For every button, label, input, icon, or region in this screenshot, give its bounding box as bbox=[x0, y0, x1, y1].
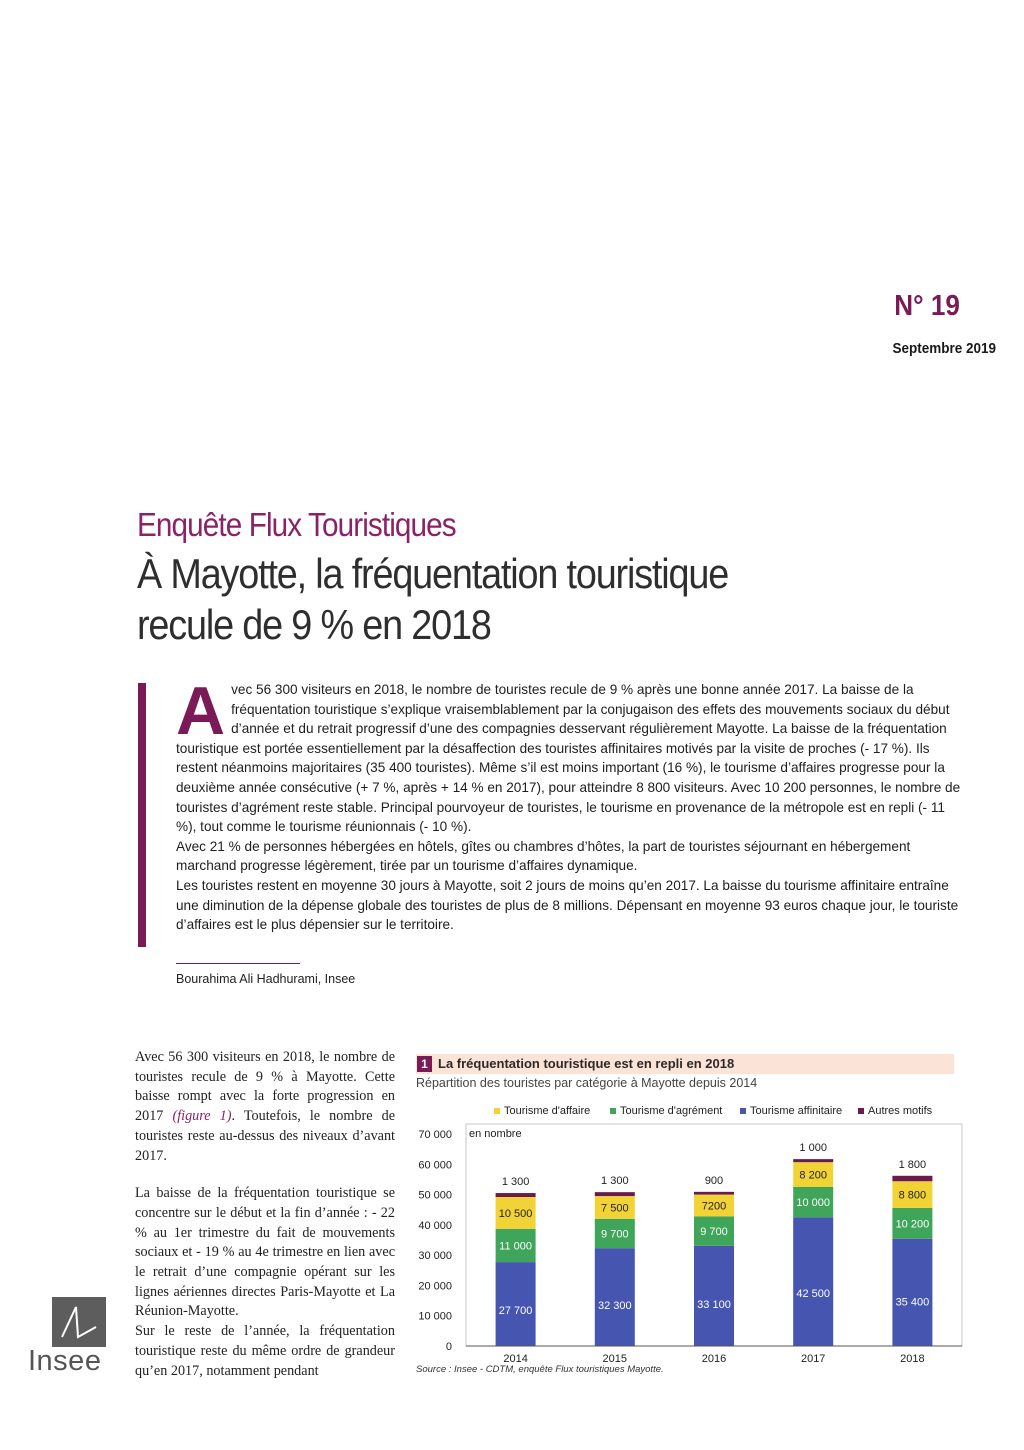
page-title-line-1: À Mayotte, la fréquentation touristique bbox=[137, 550, 729, 597]
data-label: 35 400 bbox=[895, 1296, 930, 1309]
abstract-paragraph-3: Les touristes restent en moyenne 30 jours à Mayotte, soit 2 jours de moins qu’en 2017. La baisse du tourisme affinitaire entraîne une diminution de la dépense globale des touristes de plus de 8 millions. Dépensant en moyenne 93 euros chaque jour, le touriste d’affaires est le plus dépensier sur le territoire. bbox=[176, 877, 959, 933]
page-title-line-2: recule de 9 % en 2018 bbox=[137, 601, 491, 648]
x-tick-label: 2016 bbox=[701, 1353, 727, 1365]
unit-label: en nombre bbox=[469, 1128, 522, 1140]
bar-segment bbox=[793, 1159, 833, 1162]
body-paragraph-1-text-b: . Toutefois, le nombre de touristes reste au-dessus des niveaux d’avant 2017. bbox=[135, 1108, 396, 1164]
insee-logo bbox=[28, 1297, 112, 1381]
insee-logo-glyph-icon bbox=[52, 1297, 106, 1347]
y-tick-label: 0 bbox=[445, 1341, 452, 1353]
data-label: 27 700 bbox=[498, 1305, 533, 1318]
data-label: 1 800 bbox=[898, 1158, 927, 1171]
author-line: Bourahima Ali Hadhurami, Insee bbox=[176, 972, 356, 986]
legend-label: Tourisme d'affaire bbox=[504, 1105, 591, 1117]
legend-swatch bbox=[740, 1108, 746, 1114]
data-label: 8 800 bbox=[898, 1189, 927, 1202]
drop-cap: A bbox=[176, 673, 226, 749]
page-title bbox=[137, 548, 728, 650]
legend-label: Tourisme affinitaire bbox=[750, 1105, 843, 1117]
bar-segment bbox=[496, 1262, 536, 1346]
bar-segment bbox=[496, 1193, 536, 1197]
legend-label: Autres motifs bbox=[868, 1105, 933, 1117]
data-label: 10 500 bbox=[498, 1207, 533, 1220]
data-label: 9 700 bbox=[700, 1226, 728, 1239]
body-paragraph-3: Sur le reste de l’année, la fréquentation touristique reste du même ordre de grandeur qu’en 2017, notamment pendant bbox=[135, 1323, 395, 1379]
series-title: Enquête Flux Touristiques bbox=[137, 506, 456, 543]
data-label: 900 bbox=[704, 1174, 724, 1187]
x-tick-label: 2017 bbox=[800, 1353, 826, 1365]
y-tick-label: 30 000 bbox=[418, 1250, 452, 1263]
data-label: 7200 bbox=[701, 1200, 727, 1213]
data-label: 1 300 bbox=[601, 1175, 629, 1188]
x-tick-label: 2015 bbox=[602, 1353, 628, 1365]
body-column bbox=[135, 1048, 395, 1381]
body-paragraph-2: La baisse de la fréquentation touristique se concentre sur le début et la fin d’année : - 22 % au 1er trimestre du fait de mouvements sociaux et - 19 % au 4e trimestre en lien avec le retrait d’une compagnie opérant sur les lignes aériennes directes Paris-Mayotte et La Réunion-Mayotte. bbox=[135, 1185, 395, 1320]
stacked-bar-chart bbox=[416, 1092, 976, 1392]
bar-segment bbox=[694, 1246, 734, 1346]
legend-swatch bbox=[858, 1108, 864, 1114]
legend-label: Tourisme d'agrément bbox=[620, 1105, 723, 1117]
data-label: 11 000 bbox=[499, 1240, 533, 1253]
abstract-paragraph-1 bbox=[176, 673, 966, 837]
legend-swatch bbox=[494, 1108, 500, 1114]
abstract-accent-bar bbox=[138, 683, 146, 947]
data-label: 1 300 bbox=[501, 1176, 530, 1189]
figure-source: Source : Insee - CDTM, enquête Flux touristiques Mayotte. bbox=[416, 1364, 664, 1375]
figure-1 bbox=[416, 1052, 976, 1392]
figure-reference-link[interactable]: (figure 1) bbox=[172, 1108, 232, 1125]
data-label: 8 200 bbox=[799, 1169, 827, 1182]
y-tick-label: 60 000 bbox=[418, 1159, 452, 1172]
bar-segment bbox=[793, 1217, 833, 1346]
data-label: 10 000 bbox=[796, 1197, 831, 1210]
figure-subtitle: Répartition des touristes par catégorie à Mayotte depuis 2014 bbox=[416, 1076, 758, 1090]
abstract-paragraph-1-text: vec 56 300 visiteurs en 2018, le nombre de touristes recule de 9 % après une bonne année 2017. La baisse de la fréquentation touristique s’explique vraisemblablement par la conjugaison des effets des mouvements sociaux du début d’année et du retrait progressif d’une des compagnies desservant régulièrement Mayotte. La baisse de la fréquentation touristique est portée essentiellement par la désaffection des touristes affinitaires motivés par la visite de proches (- 17 %). Ils restent néanmoins majoritaires (35 400 touristes). Même s’il est moins important (16 %), le tourisme d’affaires progresse pour la deuxième année consécutive (+ 7 %, après + 14 % en 2017), pour atteindre 8 800 visiteurs. Avec 10 200 personnes, le nombre de touristes d’agrément reste stable. Principal pourvoyeur de touristes, le tourisme en provenance de la métropole est en repli (- 11 %), tout comme le tourisme réunionnais (- 10 %). bbox=[176, 682, 961, 835]
y-tick-label: 20 000 bbox=[418, 1280, 452, 1293]
data-label: 1 000 bbox=[799, 1142, 827, 1155]
bar-segment bbox=[595, 1192, 635, 1196]
y-tick-label: 70 000 bbox=[418, 1129, 452, 1141]
issue-date: Septembre 2019 bbox=[892, 340, 996, 357]
data-label: 42 500 bbox=[796, 1288, 831, 1301]
abstract bbox=[176, 673, 966, 935]
data-label: 33 100 bbox=[697, 1298, 731, 1311]
body-paragraph-1-text-a: Avec 56 300 visiteurs en 2018, le nombre de touristes recule de 9 % à Mayotte. Cette baisse rompt avec la forte progression en 2017 bbox=[135, 1049, 395, 1125]
abstract-paragraph-2: Avec 21 % de personnes hébergées en hôtels, gîtes ou chambres d’hôtes, la part de touristes séjournant en hébergement marchand progresse légèrement, tirée par un tourisme d’affaires dynamique. bbox=[176, 838, 911, 874]
bar-segment bbox=[892, 1176, 932, 1181]
bar-segment bbox=[892, 1239, 932, 1346]
issue-number: N° 19 bbox=[894, 290, 960, 322]
legend-swatch bbox=[610, 1108, 616, 1114]
figure-title: La fréquentation touristique est en repli en 2018 bbox=[438, 1056, 735, 1071]
insee-logo-mark bbox=[52, 1297, 106, 1347]
figure-number: 1 bbox=[417, 1056, 432, 1072]
data-label: 10 200 bbox=[895, 1218, 930, 1231]
data-label: 9 700 bbox=[601, 1228, 629, 1241]
author-divider bbox=[176, 963, 300, 964]
y-tick-label: 50 000 bbox=[418, 1189, 452, 1202]
y-tick-label: 10 000 bbox=[418, 1310, 452, 1323]
x-tick-label: 2014 bbox=[503, 1353, 528, 1365]
insee-logo-text: Insee bbox=[28, 1345, 102, 1377]
body-paragraph-1 bbox=[135, 1048, 395, 1166]
x-tick-label: 2018 bbox=[900, 1353, 925, 1365]
bar-segment bbox=[595, 1248, 635, 1346]
figure-header bbox=[416, 1054, 954, 1074]
bar-segment bbox=[694, 1192, 734, 1195]
data-label: 7 500 bbox=[601, 1202, 629, 1215]
y-tick-label: 40 000 bbox=[418, 1219, 452, 1232]
data-label: 32 300 bbox=[597, 1299, 632, 1312]
